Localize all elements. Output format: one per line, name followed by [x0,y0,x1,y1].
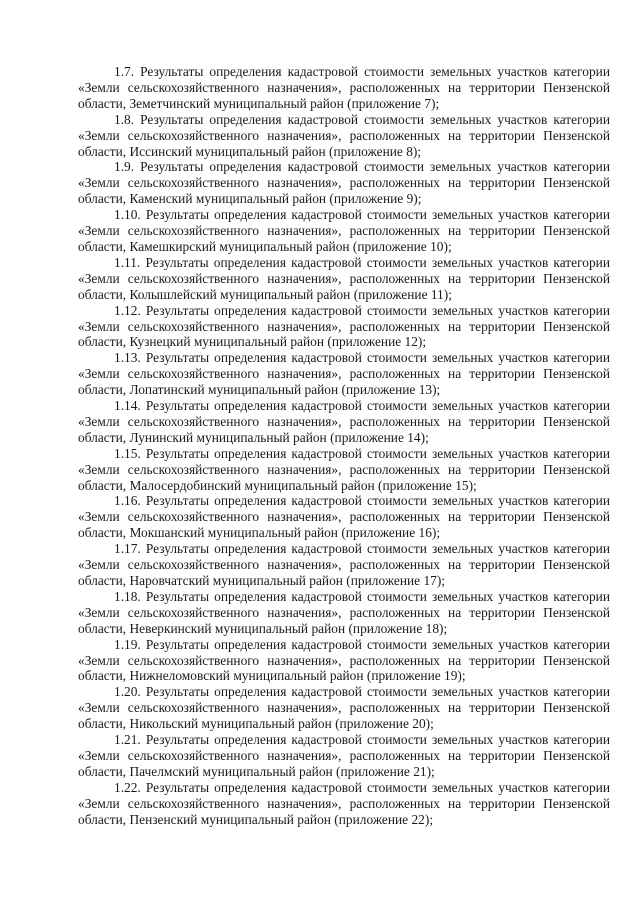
list-item [78,398,610,446]
list-item [78,64,610,112]
list-item [78,112,610,160]
item-number: 1.8. [114,111,135,127]
item-number: 1.15. [114,445,141,461]
item-number: 1.14. [114,398,141,414]
list-item [78,255,610,303]
item-number: 1.20. [114,684,141,700]
list-item [78,541,610,589]
item-number: 1.13. [114,350,141,366]
item-text: Результаты определения кадастровой стоимости земельных участков категории «Земли сельскохозяйственного назначения», расположенных на территории Пензенской области, Нижнеломовский муниципальный район (приложение 19); [78,636,610,684]
item-number: 1.11. [114,254,141,270]
item-number: 1.16. [114,493,141,509]
list-item [78,637,610,685]
item-number: 1.17. [114,541,141,557]
item-text: Результаты определения кадастровой стоимости земельных участков категории «Земли сельскохозяйственного назначения», расположенных на территории Пензенской области, Колышлейский муниципальный район (приложение 11); [78,254,610,302]
item-text: Результаты определения кадастровой стоимости земельных участков категории «Земли сельскохозяйственного назначения», расположенных на территории Пензенской области, Иссинский муниципальный район (приложение 8); [78,111,610,159]
item-text: Результаты определения кадастровой стоимости земельных участков категории «Земли сельскохозяйственного назначения», расположенных на территории Пензенской области, Камешкирский муниципальный район (приложение 10); [78,207,610,254]
item-number: 1.21. [114,732,141,748]
list-item [78,207,610,255]
item-number: 1.7. [114,64,135,79]
list-item [78,780,610,828]
item-text: Результаты определения кадастровой стоимости земельных участков категории «Земли сельскохозяйственного назначения», расположенных на территории Пензенской области, Наровчатский муниципальный район (приложение 17); [78,541,610,588]
item-text: Результаты определения кадастровой стоимости земельных участков категории «Земли сельскохозяйственного назначения», расположенных на территории Пензенской области, Кузнецкий муниципальный район (приложение 12); [78,302,610,350]
list-item [78,732,610,780]
list-item [78,589,610,637]
item-text: Результаты определения кадастровой стоимости земельных участков категории «Земли сельскохозяйственного назначения», расположенных на территории Пензенской области, Земетчинский муниципальный район (приложение 7); [78,64,610,111]
item-text: Результаты определения кадастровой стоимости земельных участков категории «Земли сельскохозяйственного назначения», расположенных на территории Пензенской области, Лунинский муниципальный район (приложение 14); [78,398,610,445]
item-text: Результаты определения кадастровой стоимости земельных участков категории «Земли сельскохозяйственного назначения», расположенных на территории Пензенской области, Лопатинский муниципальный район (приложение 13); [78,350,610,398]
item-text: Результаты определения кадастровой стоимости земельных участков категории «Земли сельскохозяйственного назначения», расположенных на территории Пензенской области, Малосердобинский муниципальный район (приложение 15); [78,445,610,493]
list-item [78,684,610,732]
list-item [78,350,610,398]
item-text: Результаты определения кадастровой стоимости земельных участков категории «Земли сельскохозяйственного назначения», расположенных на территории Пензенской области, Никольский муниципальный район (приложение 20); [78,684,610,732]
list-item [78,493,610,541]
item-text: Результаты определения кадастровой стоимости земельных участков категории «Земли сельскохозяйственного назначения», расположенных на территории Пензенской области, Каменский муниципальный район (приложение 9); [78,159,610,207]
item-number: 1.19. [114,636,141,652]
document-body [78,64,610,828]
item-text: Результаты определения кадастровой стоимости земельных участков категории «Земли сельскохозяйственного назначения», расположенных на территории Пензенской области, Мокшанский муниципальный район (приложение 16); [78,493,610,541]
list-item [78,159,610,207]
item-text: Результаты определения кадастровой стоимости земельных участков категории «Земли сельскохозяйственного назначения», расположенных на территории Пензенской области, Неверкинский муниципальный район (приложение 18); [78,588,610,636]
item-number: 1.12. [114,302,141,318]
item-text: Результаты определения кадастровой стоимости земельных участков категории «Земли сельскохозяйственного назначения», расположенных на территории Пензенской области, Пачелмский муниципальный район (приложение 21); [78,732,610,779]
item-number: 1.10. [114,207,141,223]
item-number: 1.22. [114,779,141,795]
list-item [78,303,610,351]
item-number: 1.9. [114,159,135,175]
item-number: 1.18. [114,588,141,604]
item-text: Результаты определения кадастровой стоимости земельных участков категории «Земли сельскохозяйственного назначения», расположенных на территории Пензенской области, Пензенский муниципальный район (приложение 22); [78,779,610,827]
list-item [78,446,610,494]
